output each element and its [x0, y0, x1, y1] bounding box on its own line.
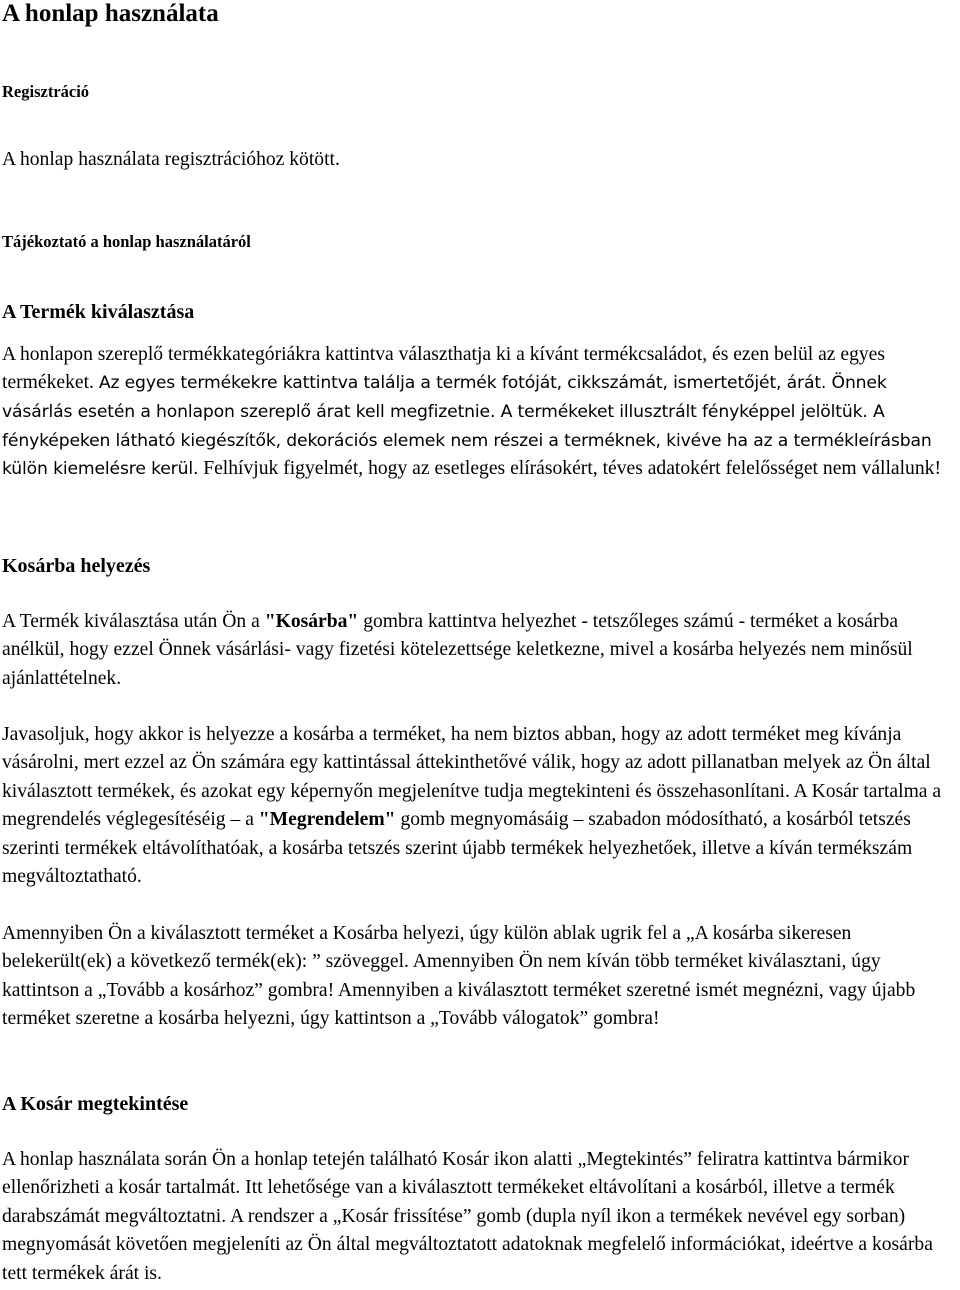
add-to-cart-paragraph-3: Amennyiben Ön a kiválasztott terméket a Kosárba helyezi, úgy külön ablak ugrik fel a „A kosárba sikeresen belekerült(ek) a következő termék(ek): ” szöveggel. Amennyiben Ön nem kíván több terméket kiválasztani, úgy kattintson a „Tovább a kosárhoz” gombra! Amennyiben a kiválasztott terméket szeretné ismét megnézni, vagy újabb terméket szeretne a kosárba helyezni, úgy kattintson a „Tovább válogatok” gombra!	[2, 923, 916, 1030]
add-to-cart-paragraph-1	[2, 608, 960, 693]
add-to-cart-p2-end: gomb megnyomásáig – szabadon módosítható, a kosárból tetszés szerinti termékek eltávolíthatóak, a kosárba tetszés szerint újabb termékek helyezhetőek, illetve a kíván termékszám megváltoztatható.	[2, 809, 913, 888]
add-to-cart-p2-start: Javasoljuk, hogy akkor is helyezze a kosárba a terméket, ha nem biztos abban, hogy az adott terméket meg kívánja vásárolni, mert ezzel az Ön számára egy kattintással áttekinthetővé válik, hogy az adott pillanatban melyek az Ön által kiválasztott termékek, és azokat egy képernyőn megjelenítve tudja megtekinteni és összehasonlítani. A Kosár tartalma a megrendelés véglegesítéséig – a	[2, 724, 942, 831]
megrendelem-button-label: "Megrendelem"	[258, 809, 396, 831]
page-title: A honlap használata	[2, 0, 219, 27]
product-selection-text	[2, 341, 960, 484]
product-selection-sans-text: Az egyes termékekre kattintva találja a termék fotóját, cikkszámát, ismertetőjét, árát. Önnek vásárlás esetén a honlapon szereplő árat kell megfizetnie. A termékeket illusztrált fényképpel jelöltük. A fényképeken látható kiegészítők, dekorációs elemek nem részei a terméknek, kivéve ha az a termékleírásban külön kiemelésre kerül.	[2, 373, 932, 480]
product-selection-heading: A Termék kiválasztása	[2, 301, 195, 323]
product-selection-serif-text: A honlapon szereplő termékkategóriákra kattintva választhatja ki a kívánt termékcsaládot, és ezen belül az egyes termékeket.	[2, 344, 885, 394]
add-to-cart-paragraph-2	[2, 721, 960, 891]
kosarba-button-label: "Kosárba"	[264, 611, 359, 632]
registration-text: A honlap használata regisztrációhoz kötött.	[2, 149, 340, 170]
add-to-cart-p1-start: A Termék kiválasztása után Ön a	[2, 611, 265, 632]
view-cart-heading: A Kosár megtekintése	[2, 1093, 189, 1115]
registration-heading: Regisztráció	[2, 82, 90, 101]
add-to-cart-heading: Kosárba helyezés	[2, 555, 151, 577]
view-cart-text: A honlap használata során Ön a honlap tetején található Kosár ikon alatti „Megtekintés” feliratra kattintva bármikor ellenőrizheti a kosár tartalmát. Itt lehetősége van a kiválasztott termékeket eltávolítani a kosárból, illetve a termék darabszámát megváltoztatni. A rendszer a „Kosár frissítése” gomb (dupla nyíl ikon a termékek nevével egy sorban) megnyomását követően megjeleníti az Ön által megváltoztatott adatoknak megfelelő információkat, ideértve a kosárba tett termékek árát is.	[2, 1149, 933, 1284]
add-to-cart-p1-end: gombra kattintva helyezhet - tetszőleges számú - terméket a kosárba anélkül, hogy ezzel Önnek vásárlási- vagy fizetési kötelezettsége keletkezne, mivel a kosárba helyezés nem minősül ajánlattételnek.	[2, 611, 913, 689]
product-selection-disclaimer: Felhívjuk figyelmét, hogy az esetleges elírásokért, téves adatokért felelősséget nem vállalunk!	[203, 458, 941, 480]
info-heading: Tájékoztató a honlap használatáról	[2, 232, 251, 251]
